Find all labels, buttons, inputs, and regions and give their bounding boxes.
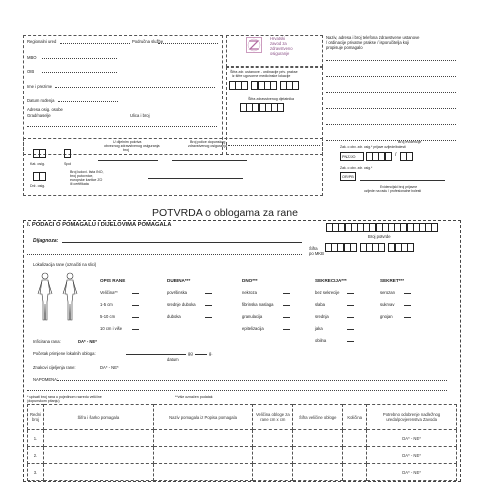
table-row — [28, 430, 457, 447]
start-date-label: Početak primjene lokalnih obloga: — [33, 351, 96, 356]
secretion-5: obilna — [315, 338, 327, 343]
potvrda-number-cells[interactable] — [326, 223, 438, 232]
pnz-jo-box: PNZ/JO — [340, 152, 364, 161]
sex-cells[interactable] — [64, 149, 70, 158]
code-cell[interactable] — [43, 447, 153, 464]
base-check-3[interactable] — [283, 314, 290, 318]
base-check-4[interactable] — [283, 326, 290, 330]
potvrda-number-label: Broj potvrde — [368, 234, 391, 239]
approval-cell[interactable]: DA* - NE* — [367, 430, 457, 447]
healing-options[interactable]: DA* - NE* — [100, 365, 119, 370]
secretion-4: jaka — [315, 326, 323, 331]
secret-2: sukrvav — [380, 302, 395, 307]
state-insurance-label: Drž. osig. — [30, 184, 46, 188]
base-check-2[interactable] — [283, 302, 290, 306]
institution-title-2: / ordinacije privatne prakse / isporučitelja koji — [326, 40, 410, 45]
name-cell[interactable] — [153, 447, 253, 464]
oib-label: OIB — [27, 69, 35, 74]
table-header: Količina — [343, 405, 367, 430]
name-field[interactable] — [55, 87, 215, 88]
city-label: Grad/naselje — [27, 113, 51, 118]
depth-2: srednje duboka — [167, 302, 196, 307]
zak-label: Zak. o obv. zdr. osig.* — [340, 166, 373, 170]
qty-cell[interactable] — [343, 447, 367, 464]
code-label-2: iz šifre ugovorne medicinske lokacije — [232, 74, 291, 78]
infected-label: Inficirana rana: — [33, 339, 61, 344]
size-check-1[interactable] — [132, 302, 139, 306]
pnz-cells[interactable] — [366, 152, 391, 161]
size-cell[interactable] — [253, 447, 293, 464]
mbo-field[interactable] — [42, 58, 117, 59]
depth-check-1[interactable] — [205, 290, 212, 294]
table-header: Naziv pomagala iz Popisa pomagala — [153, 405, 253, 430]
evidence-sublabel-2: Evidencijski broj prijavne — [380, 185, 418, 189]
diagnosis-field[interactable] — [62, 242, 302, 243]
start-date-field[interactable] — [126, 354, 186, 355]
secret-1: serozan — [380, 290, 395, 295]
size-3: 10 cm i više — [100, 326, 123, 331]
state-insurance-cells[interactable] — [33, 172, 45, 181]
footnote-1: * upisati broj rana u pojedinom razredu veličine — [27, 395, 102, 399]
note-label: NAPOMENA: — [33, 377, 59, 382]
name-cell[interactable] — [153, 464, 253, 481]
mkb-label-2: po MKB — [309, 251, 324, 256]
evidence-sublabel: Zak. o obv. zdr. osig.* prijave ozljede/bolesti — [340, 145, 406, 149]
infected-options[interactable]: DA* - NE* — [78, 339, 97, 344]
patient-info-panel — [23, 35, 226, 155]
qty-cell[interactable] — [343, 464, 367, 481]
table-header: Veličina obloge za rane cm x cm — [253, 405, 293, 430]
base-4: epitelizacija — [242, 326, 264, 331]
note-field[interactable] — [57, 380, 447, 381]
secretion-check-2[interactable] — [347, 302, 354, 306]
secretion-2: slaba — [315, 302, 326, 307]
size-code-cell[interactable] — [293, 447, 343, 464]
basic-insurance-label: U dijelnim pokriva — [113, 140, 142, 144]
table-header: Šifra veličine obloge — [293, 405, 343, 430]
regional-office-label: Regionalni ured — [27, 39, 57, 44]
size-1: 1-5 cm — [100, 302, 113, 307]
secretion-check-4[interactable] — [347, 326, 354, 330]
footnote-2: **više označen podatak — [175, 395, 213, 399]
col-secretion: SEKRECIJA*** — [315, 278, 347, 283]
evidence-sublabel-3: ozljede na radu / profesionalne bolesti — [364, 189, 422, 193]
size-cell[interactable] — [253, 464, 293, 481]
basic-insurance-label-2: obveznog zdravstvenog osiguranja — [104, 144, 160, 148]
mkb-cells-1[interactable] — [325, 243, 413, 252]
mkb-label: Šifra — [309, 246, 318, 251]
secretion-check-5[interactable] — [347, 338, 354, 342]
col-desc: OPIS RANE — [100, 278, 126, 283]
depth-check-3[interactable] — [205, 314, 212, 318]
depth-3: duboka — [167, 314, 181, 319]
secretion-1: bez sekrecije — [315, 290, 340, 295]
base-1: nekroza — [242, 290, 257, 295]
footnote-1b: (dopunskom pitanju) — [27, 399, 60, 403]
secret-check-3[interactable] — [404, 314, 411, 318]
or-pb-box: OR/PB — [340, 172, 356, 181]
oib-field[interactable] — [42, 72, 117, 73]
secret-check-1[interactable] — [404, 290, 411, 294]
secretion-check-3[interactable] — [347, 314, 354, 318]
size-code-cell[interactable] — [293, 464, 343, 481]
evidence-label: Broj evidencije — [398, 140, 422, 144]
insurance-panel — [23, 138, 323, 196]
secret-3: gnojan — [380, 314, 393, 319]
size-code-cell[interactable] — [293, 430, 343, 447]
size-label: Veličina** — [100, 290, 118, 295]
size-check-0[interactable] — [132, 290, 139, 294]
logo-text-2: zavod za — [270, 41, 287, 46]
table-row — [28, 464, 457, 481]
basic-insurance-label-3: broj — [123, 148, 129, 152]
dob-label: Datum rođenja — [27, 98, 55, 103]
institution-title-3: propisuje pomagalo — [326, 45, 363, 50]
date-gg: gg — [188, 351, 193, 356]
address-label: Adresa osig. osobe — [27, 107, 63, 112]
approval-cell[interactable]: DA* - NE* — [367, 464, 457, 481]
name-label: Ime i prezime — [27, 84, 53, 89]
ino-label: Broj ludovi. lista INO, — [70, 170, 104, 174]
code-cell[interactable] — [43, 464, 153, 481]
col-secret: SEKRET*** — [380, 278, 404, 283]
secretion-3: srednja — [315, 314, 329, 319]
logo-text-1: Hrvatski — [270, 36, 286, 41]
table-row — [28, 447, 457, 464]
size-check-2[interactable] — [132, 314, 139, 318]
date-g: g. — [209, 351, 213, 356]
logo-text-4: osiguranje — [270, 51, 290, 56]
col-depth: DUBINA*** — [167, 278, 191, 283]
policy-label-2: zdravstvenog osiguranja — [188, 144, 227, 148]
institution-code-cells[interactable] — [229, 81, 299, 90]
doctor-code-cells[interactable] — [240, 103, 283, 112]
table-header: Šifra i šarko pomagala — [43, 405, 153, 430]
category-label: Kat. osig. — [30, 162, 45, 166]
hzzo-logo — [246, 37, 262, 53]
location-label: Lokalizacija rane (označiti na slici) — [33, 262, 97, 267]
branch-label: Područna službe — [132, 39, 164, 44]
size-check-3[interactable] — [132, 326, 139, 330]
name-cell[interactable] — [153, 430, 253, 447]
policy-label: Broj police dopunskog — [190, 140, 226, 144]
secretion-check-1[interactable] — [347, 290, 354, 294]
code-cell[interactable] — [43, 430, 153, 447]
evidence-year-cells[interactable] — [400, 152, 412, 161]
ino-label-4: ili certifikata — [70, 182, 89, 186]
sex-label: Spol — [64, 162, 72, 166]
diagnosis-label: Dijagnoza: — [33, 238, 59, 244]
section-heading: I. PODACI O POMAGALU I DIJELOVIMA POMAGALA — [27, 222, 172, 228]
insurance-category-cells[interactable] — [33, 149, 45, 158]
secret-check-2[interactable] — [404, 302, 411, 306]
row-number: 2. — [28, 447, 44, 464]
base-check-1[interactable] — [283, 290, 290, 294]
row-number: 3. — [28, 464, 44, 481]
approval-cell[interactable]: DA* - NE* — [367, 447, 457, 464]
body-figure-back[interactable] — [60, 272, 80, 322]
table-header: Redni broj — [28, 405, 44, 430]
institution-title: Naziv, adresa i broj telefona zdravstvene ustanove — [326, 35, 420, 40]
ino-label-3: europske kartice ZO — [70, 178, 103, 182]
aids-table — [27, 404, 457, 481]
date-label: datum — [167, 357, 179, 362]
col-base: DNO*** — [242, 278, 258, 283]
qty-cell[interactable] — [343, 430, 367, 447]
base-3: granulacija — [242, 314, 263, 319]
body-figure-front[interactable] — [35, 272, 55, 322]
table-header: Potrebno odobrenje nadležnog ureda/povjerenstva Zavoda — [367, 405, 457, 430]
healing-label: Znakovi cijeljenja rane: — [33, 365, 76, 370]
street-label: Ulica i broj — [130, 113, 150, 118]
code-label: Šifra zdr. ustanove - ordinacije priv. prakse — [230, 70, 298, 74]
size-cell[interactable] — [253, 430, 293, 447]
doctor-code-label: Šifra zdravstvenog djelatnika — [248, 97, 294, 101]
mbo-label: MBO — [27, 55, 37, 60]
base-2: fibrinska naslaga — [242, 302, 274, 307]
form-title: POTVRDA o oblogama za rane — [152, 207, 298, 219]
logo-text-3: zdravstveno — [270, 46, 293, 51]
depth-check-2[interactable] — [205, 302, 212, 306]
depth-1: površinska — [167, 290, 188, 295]
ino-label-2: broj putovnice, — [70, 174, 94, 178]
dob-field[interactable] — [58, 101, 118, 102]
row-number: 1. — [28, 430, 44, 447]
size-2: 5-10 cm — [100, 314, 116, 319]
